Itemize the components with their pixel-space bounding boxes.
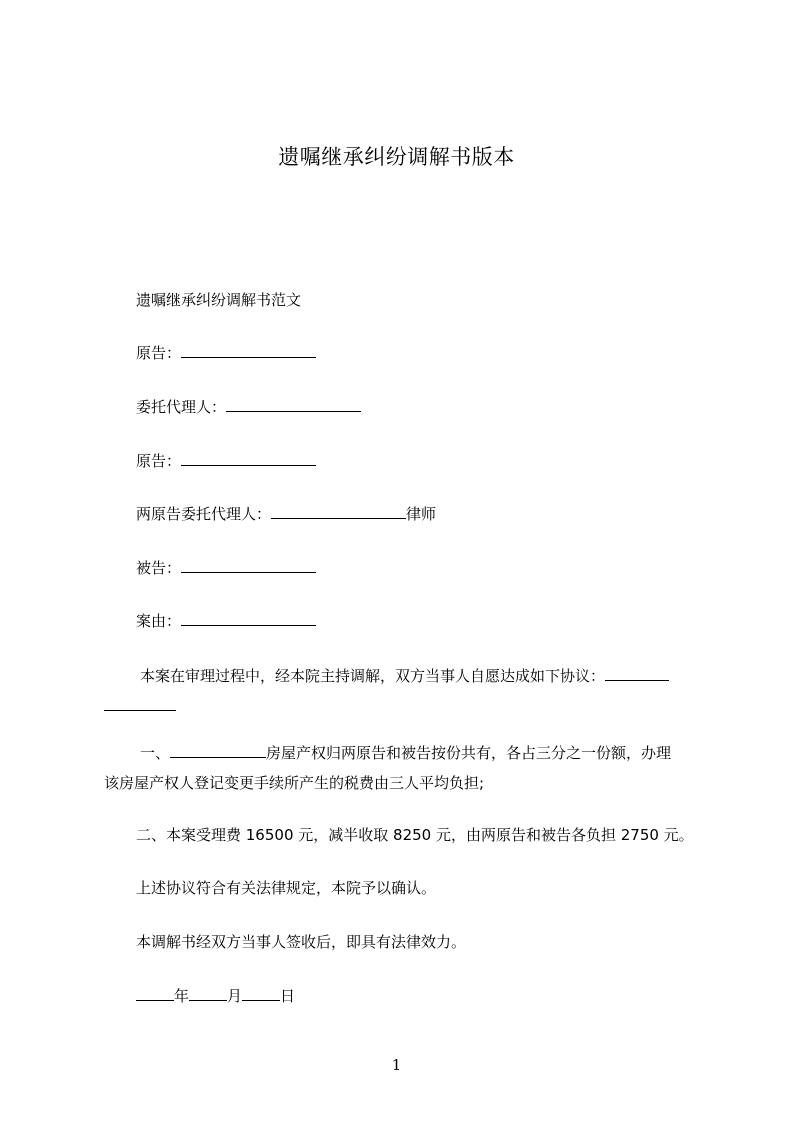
document-subtitle: 遗嘱继承纠纷调解书范文	[136, 291, 302, 309]
clause-1-prefix: 一、	[140, 744, 171, 762]
date-line	[136, 985, 295, 1007]
cause-line	[136, 610, 316, 632]
intro-paragraph	[104, 661, 704, 721]
date-year-label: 年	[174, 987, 190, 1005]
document-title: 遗嘱继承纠纷调解书版本	[278, 145, 515, 169]
intro-blank-1	[605, 665, 669, 681]
plaintiff-1-label: 原告：	[136, 344, 182, 362]
plaintiff-2-blank	[181, 450, 316, 466]
plaintiff-1-line	[136, 342, 316, 364]
date-year-blank	[136, 985, 174, 1001]
plaintiff-2-label: 原告：	[136, 452, 182, 470]
clause-1-line2: 该房屋产权人登记变更手续所产生的税费由三人平均负担;	[104, 774, 485, 792]
plaintiff-1-blank	[181, 342, 316, 358]
intro-text: 本案在审理过程中，经本院主持调解，双方当事人自愿达成如下协议：	[140, 667, 606, 685]
effect-text: 本调解书经双方当事人签收后，即具有法律效力。	[136, 933, 467, 951]
clause-2: 二、本案受理费 16500 元，减半收取 8250 元，由两原告和被告各负担 2750 元。	[136, 826, 694, 844]
clause-1-blank	[170, 742, 266, 758]
intro-blank-2	[104, 695, 176, 711]
clause-1-paragraph	[104, 738, 704, 798]
page-number: 1	[391, 1056, 402, 1074]
clause-1-line1: 房屋产权归两原告和被告按份共有，各占三分之一份额，办理	[266, 744, 672, 762]
defendant-blank	[181, 557, 316, 573]
joint-agent-line	[136, 503, 436, 525]
date-month-label: 月	[227, 987, 243, 1005]
cause-blank	[181, 610, 316, 626]
date-day-blank	[242, 985, 280, 1001]
joint-agent-suffix: 律师	[406, 505, 437, 523]
date-day-label: 日	[280, 987, 296, 1005]
defendant-label: 被告：	[136, 559, 182, 577]
cause-label: 案由：	[136, 612, 182, 630]
plaintiff-2-line	[136, 450, 316, 472]
date-month-blank	[189, 985, 227, 1001]
joint-agent-blank	[271, 503, 406, 519]
agent-line	[136, 396, 361, 418]
agent-label: 委托代理人：	[136, 398, 227, 416]
defendant-line	[136, 557, 316, 579]
agent-blank	[226, 396, 361, 412]
joint-agent-label: 两原告委托代理人：	[136, 505, 272, 523]
confirm-text: 上述协议符合有关法律规定，本院予以确认。	[136, 879, 437, 897]
